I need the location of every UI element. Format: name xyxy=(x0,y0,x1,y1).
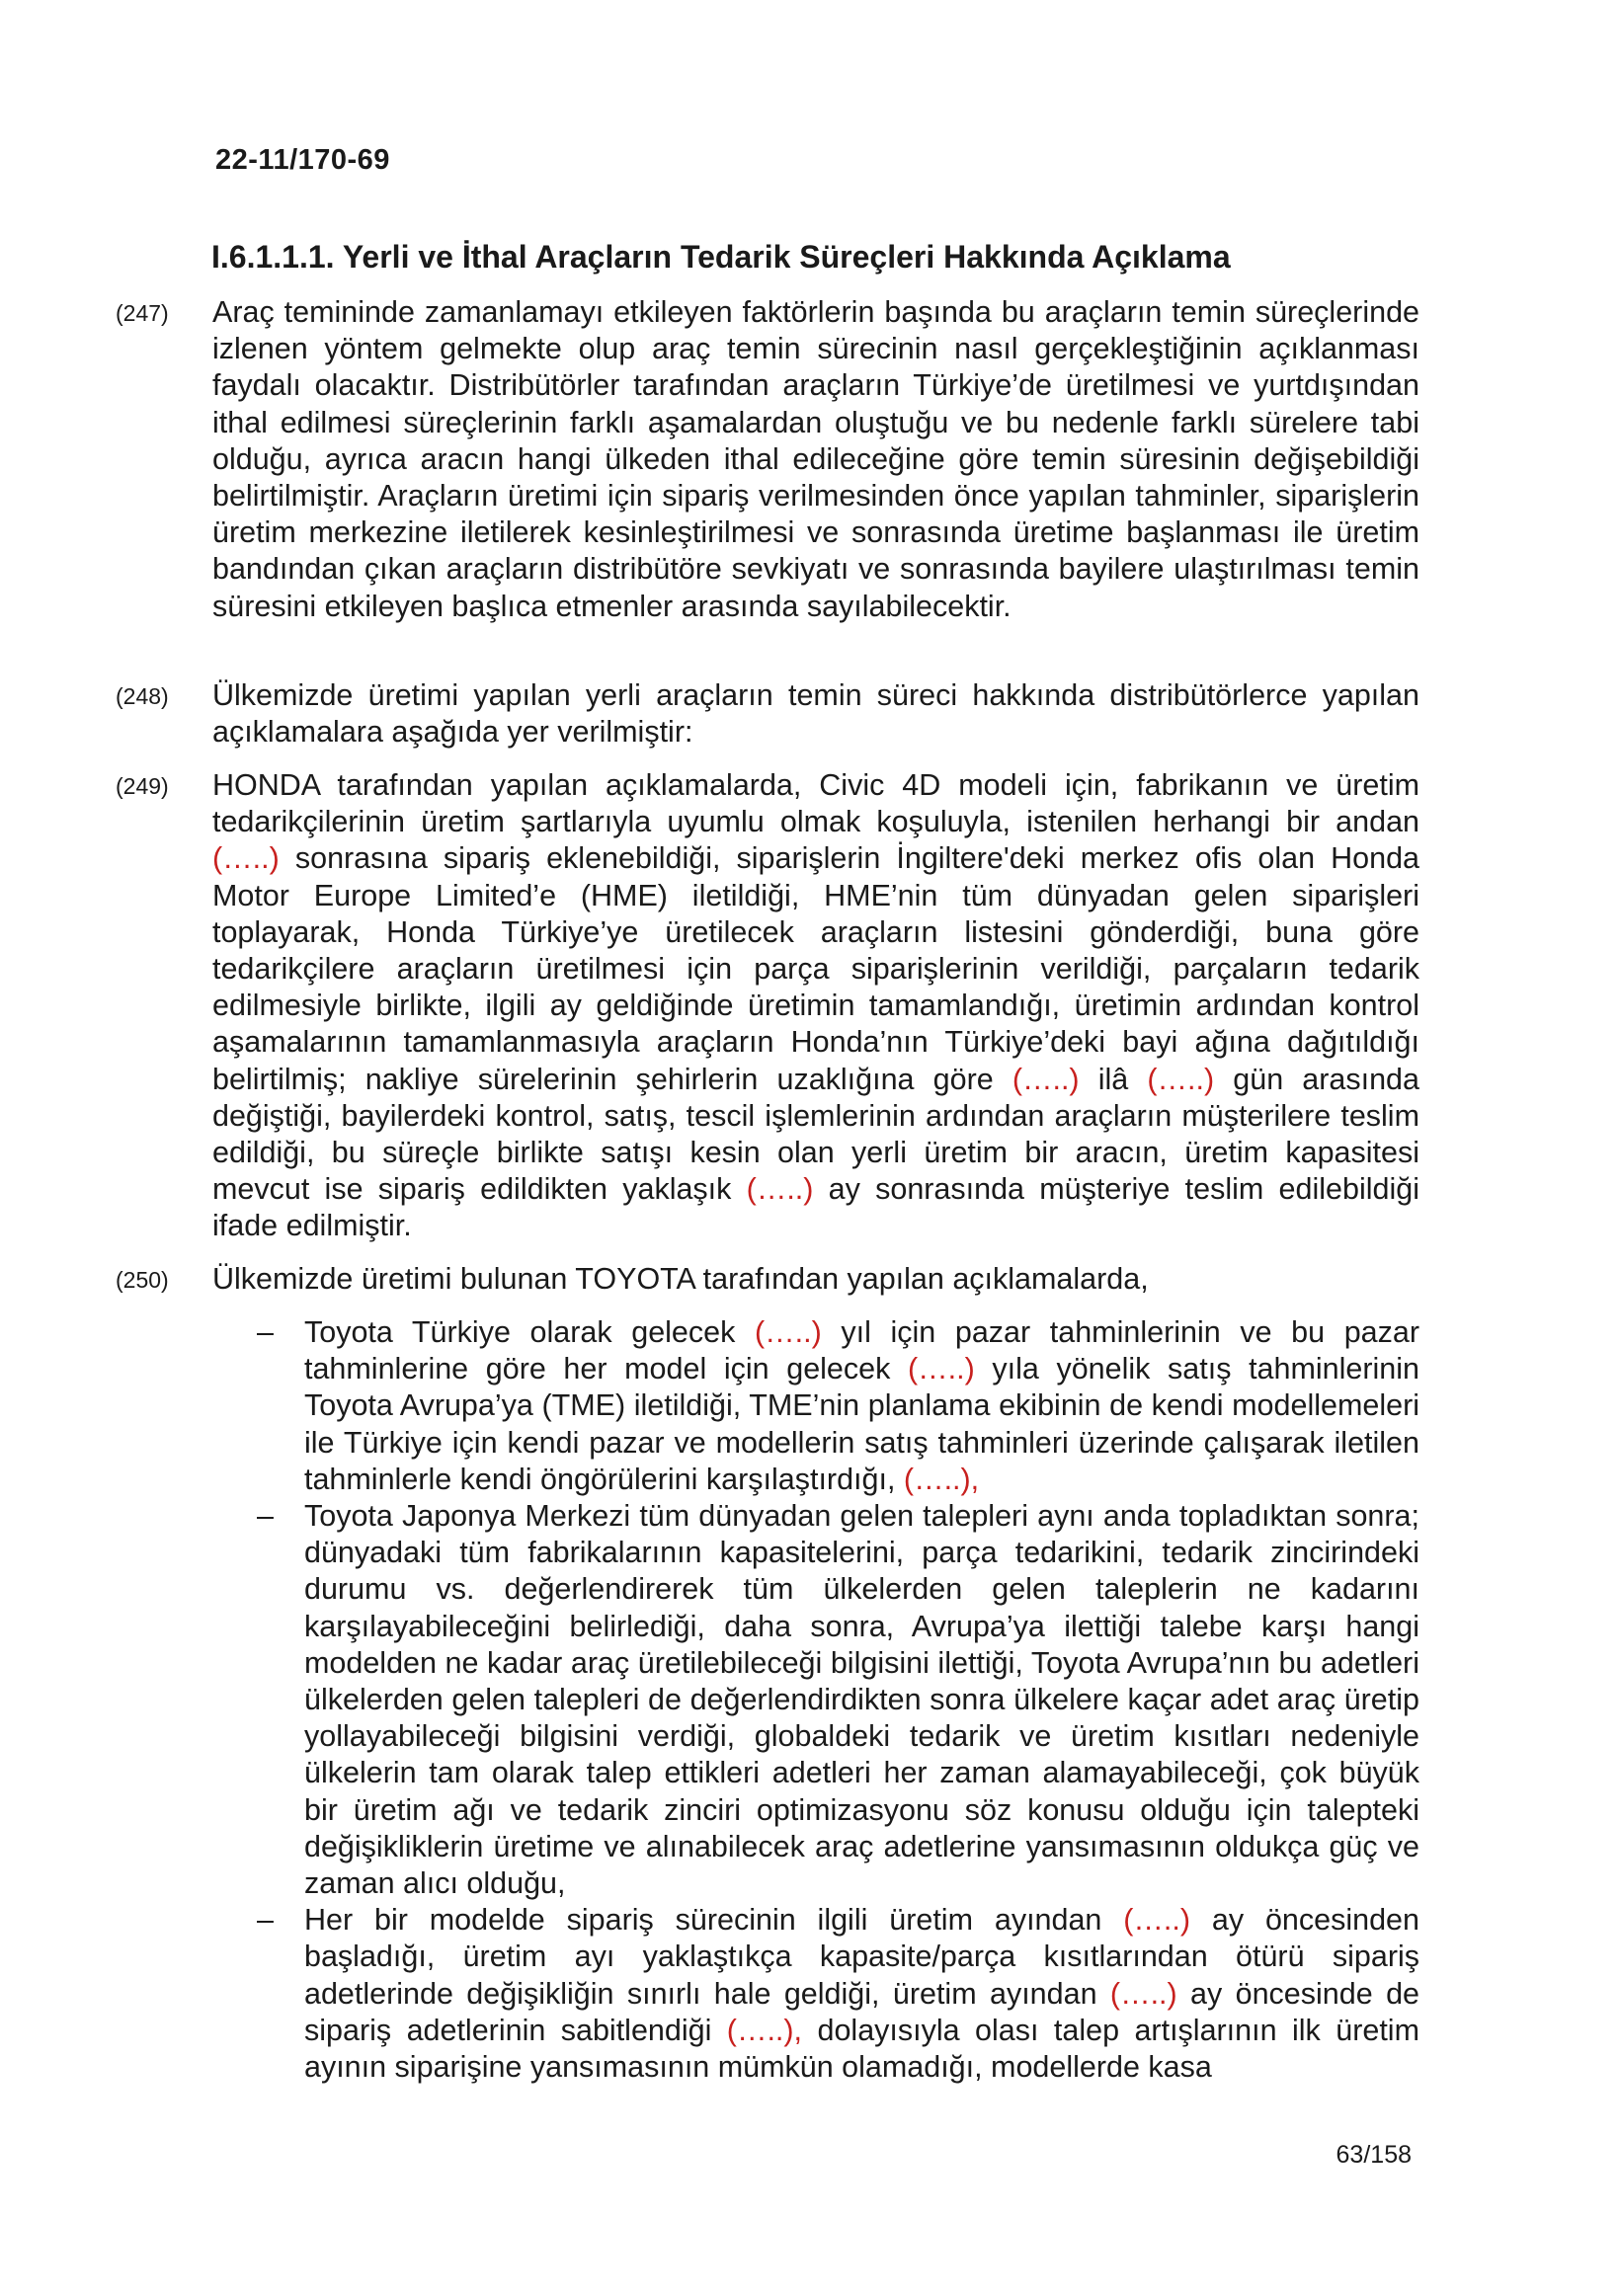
bullet-text xyxy=(304,1315,1419,1496)
paragraph-number: (247) xyxy=(116,300,169,326)
bullet-item xyxy=(257,1498,1419,1902)
redacted-value: (…..) xyxy=(1123,1903,1191,1938)
document-number: 22-11/170-69 xyxy=(215,144,390,176)
paragraph-249 xyxy=(116,767,1419,1245)
paragraph-number: (249) xyxy=(116,773,169,799)
paragraph-text xyxy=(212,294,1419,625)
redacted-value: (…..) xyxy=(1147,1062,1215,1096)
paragraph-250 xyxy=(116,1261,1419,1298)
text-run: dolayısıyla olası talep artışlarının ilk üretim ayının siparişine yansımasının mümkün olamadığı, modellerde kasa xyxy=(304,2013,1419,2085)
text-run: Ülkemizde üretimi bulunan TOYOTA tarafından yapılan açıklamalarda, xyxy=(212,1262,1149,1296)
bullet-text xyxy=(304,1903,1419,2084)
paragraph-text xyxy=(212,677,1419,751)
bullet-list xyxy=(257,1314,1419,2086)
paragraph-text xyxy=(212,767,1419,1245)
redacted-value: (…..), xyxy=(903,1462,980,1496)
dash-marker: – xyxy=(257,1903,274,1938)
text-run: Toyota Japonya Merkezi tüm dünyadan gelen talepleri aynı anda topladıktan sonra; dünyadaki tüm fabrikalarının kapasitelerini, parça tedarikini, tedarik zincirindeki durumu vs. değerlendirerek tüm ülkelerden gelen taleplerin ne kadarını karşılayabileceğini belirlediği, daha sonra, Avrupa’ya ilettiği talebe karşı hangi modelden ne kadar araç üretilebileceği bilgisini ilettiği, Toyota Avrupa’nın bu adetleri ülkelerden gelen talepleri de değerlendirdikten sonra ülkelere kaçar adet araç üretip yollayabileceği bilgisini verdiği, globaldeki tedarik ve üretim kısıtları nedeniyle ülkelerin tam olarak talep ettikleri adetleri her zaman alamayabileceği, çok büyük bir üretim ağı ve tedarik zinciri optimizasyonu söz konusu olduğu için talepteki değişikliklerin üretime ve alınabilecek araç adetlerine yansımasının oldukça güç ve zaman alıcı olduğu, xyxy=(304,1499,1419,1901)
text-run: gün arasında değiştiği, bayilerdeki kontrol, satış, tescil işlemlerinin ardından araçların müşterilere teslim edildiği, bu süreçle birlikte satışı kesin olan yerli üretim bir aracın, üretim kapasitesi mevcut ise sipariş edildikten yaklaşık xyxy=(212,1062,1419,1207)
paragraph-247 xyxy=(116,294,1419,625)
text-run: ilâ xyxy=(1079,1062,1148,1096)
text-run: sonrasına sipariş eklenebildiği, siparişlerin İngiltere'deki merkez ofis olan Honda Motor Europe Limited’e (HME) iletildiği, HME’nin tüm dünyadan gelen siparişleri toplayarak, Honda Türkiye’ye üretilecek araçların listesini gönderdiği, buna göre tedarikçilere araçların üretilmesi için parça siparişlerinin verildiği, parçaların tedarik edilmesiyle birlikte, ilgili ay geldiğinde üretimin tamamlandığı, üretimin ardından kontrol aşamalarının tamamlanmasıyla araçların Honda’nın Türkiye’deki bayi ağına dağıtıldığı belirtilmiş; nakliye sürelerinin şehirlerin uzaklığına göre xyxy=(212,841,1419,1096)
bullet-item xyxy=(257,1314,1419,1498)
dash-marker: – xyxy=(257,1315,274,1349)
text-run: HONDA tarafından yapılan açıklamalarda, Civic 4D modeli için, fabrikanın ve üretim tedarikçilerinin üretim şartlarıyla uyumlu olmak koşuluyla, istenilen herhangi bir andan xyxy=(212,768,1419,839)
redacted-value: (…..) xyxy=(1109,1976,1177,2011)
redacted-value: (…..), xyxy=(726,2013,803,2047)
paragraph-number: (248) xyxy=(116,683,169,709)
paragraph-text xyxy=(212,1261,1419,1298)
text-run: yıla yönelik satış tahminlerinin Toyota Avrupa’ya (TME) iletildiği, TME’nin planlama ekibinin de kendi modellemeleri ile Türkiye için kendi pazar ve modellerin satış tahminleri üzerinde çalışarak iletilen tahminlerle kendi öngörülerini karşılaştırdığı, xyxy=(304,1352,1419,1496)
dash-marker: – xyxy=(257,1499,274,1534)
text-run: ay sonrasında müşteriye teslim edilebildiği ifade edilmiştir. xyxy=(212,1172,1419,1243)
section-number: I.6.1.1.1. xyxy=(211,239,335,275)
bullet-text xyxy=(304,1499,1419,1900)
text-run: Her bir modelde sipariş sürecinin ilgili üretim ayından xyxy=(304,1903,1124,1938)
redacted-value: (…..) xyxy=(212,841,280,876)
bullet-item xyxy=(257,1902,1419,2086)
redacted-value: (…..) xyxy=(1012,1062,1080,1096)
text-run: Araç temininde zamanlamayı etkileyen faktörlerin başında bu araçların temin süreçlerinde izlenen yöntem gelmekte olup araç temin sürecinin nasıl gerçekleştiğinin açıklanması faydalı olacaktır. Distribütörler tarafından araçların Türkiye’de üretilmesi ve yurtdışından ithal edilmesi süreçlerinin farklı aşamalardan oluştuğu ve bu nedenle farklı sürelere tabi olduğu, ayrıca aracın hangi ülkeden ithal edileceğine göre temin süresinin değişebildiği belirtilmiştir. Araçların üretimi için sipariş verilmesinden önce yapılan tahminler, siparişlerin üretim merkezine iletilerek kesinleştirilmesi ve sonrasında üretime başlanması ile üretim bandından çıkan araçların distribütöre sevkiyatı ve sonrasında bayilere ulaştırılması temin süresini etkileyen başlıca etmenler arasında sayılabilecektir. xyxy=(212,295,1419,623)
text-run: ay öncesinde de sipariş adetlerinin sabitlendiği xyxy=(304,1976,1419,2047)
text-run: Toyota Türkiye olarak gelecek xyxy=(304,1315,755,1349)
section-title: Yerli ve İthal Araçların Tedarik Süreçleri Hakkında Açıklama xyxy=(342,239,1231,275)
paragraph-number: (250) xyxy=(116,1267,169,1293)
text-run: yıl için pazar tahminlerinin ve bu pazar tahminlerine göre her model için gelecek xyxy=(304,1315,1419,1386)
redacted-value: (…..) xyxy=(746,1172,814,1207)
text-run: Ülkemizde üretimi yapılan yerli araçların temin süreci hakkında distribütörlerce yapılan açıklamalara aşağıda yer verilmiştir: xyxy=(212,678,1419,750)
redacted-value: (…..) xyxy=(907,1352,975,1386)
section-heading xyxy=(211,239,1231,276)
page-number: 63/158 xyxy=(1336,2141,1412,2169)
text-run: ay öncesinden başladığı, üretim ayı yaklaştıkça kapasite/parça kısıtlarından ötürü sipariş adetlerinde değişikliğin sınırlı hale geldiği, üretim ayından xyxy=(304,1903,1419,2011)
paragraph-248 xyxy=(116,677,1419,751)
redacted-value: (…..) xyxy=(754,1315,822,1349)
